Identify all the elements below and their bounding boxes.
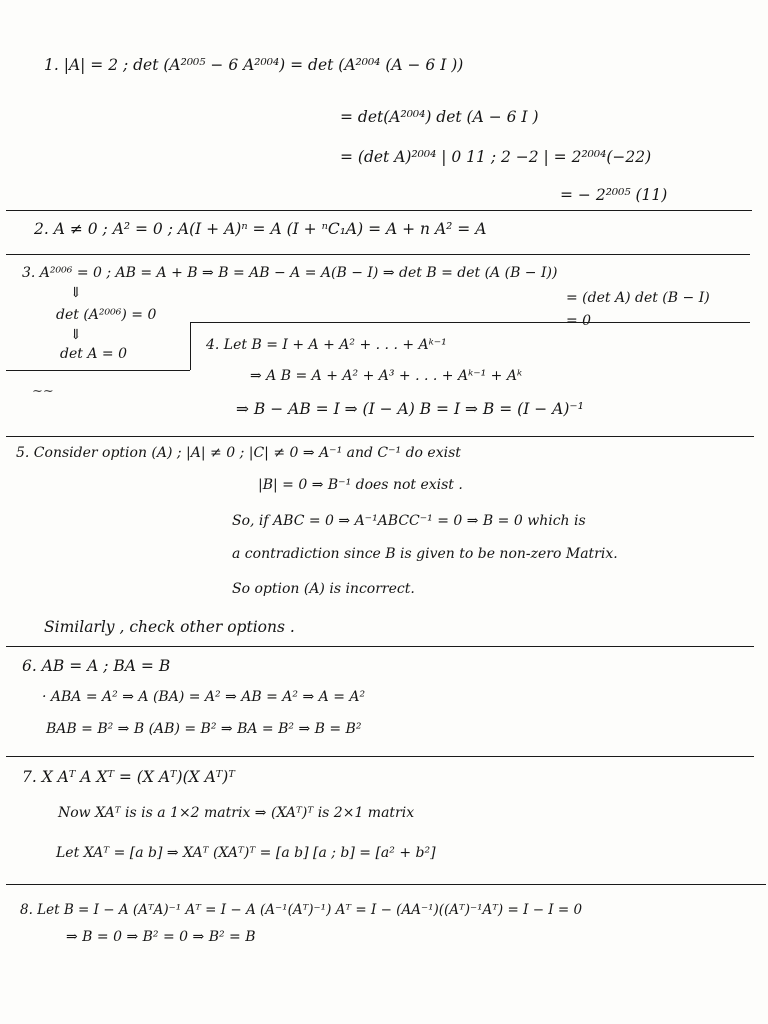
divider-3-4-bottom — [6, 370, 190, 371]
p5-line-6: Similarly , check other options . — [44, 618, 295, 636]
p5-line-2: |B| = 0 ⇒ B⁻¹ does not exist . — [258, 477, 463, 493]
p1-line-3: = (det A)²⁰⁰⁴ | 0 11 ; 2 −2 | = 2²⁰⁰⁴(−22) — [340, 148, 652, 166]
p3-arrow-2: ⇓ — [70, 327, 82, 343]
divider-1-2 — [6, 210, 752, 211]
p6-line-3: BAB = B² ⇒ B (AB) = B² ⇒ BA = B² ⇒ B = B² — [46, 721, 362, 737]
divider-3-4-vertical — [190, 322, 191, 370]
p5-line-4: a contradiction since B is given to be non-zero Matrix. — [232, 546, 618, 562]
p7-line-2: Now XAᵀ is is a 1×2 matrix ⇒ (XAᵀ)ᵀ is 2×1 matrix — [58, 805, 415, 821]
p8-line-1: 8. Let B = I − A (AᵀA)⁻¹ Aᵀ = I − A (A⁻¹(Aᵀ)⁻¹) Aᵀ = I − (AA⁻¹)((Aᵀ)⁻¹Aᵀ) = I − I = 0 — [20, 902, 583, 918]
p1-line-2: = det(A²⁰⁰⁴) det (A − 6 I ) — [340, 108, 539, 126]
p3-line-3: = 0 — [566, 313, 592, 329]
divider-2-3 — [6, 254, 750, 255]
scribble-mark: ~~ — [32, 384, 54, 399]
p4-line-1: 4. Let B = I + A + A² + . . . + Aᵏ⁻¹ — [206, 337, 447, 353]
p3-line-5: det (A²⁰⁰⁶) = 0 — [56, 307, 157, 323]
p1-line-4: = − 2²⁰⁰⁵ (11) — [560, 186, 668, 204]
p5-line-3: So, if ABC = 0 ⇒ A⁻¹ABCC⁻¹ = 0 ⇒ B = 0 which is — [232, 513, 586, 529]
divider-3-4-top — [190, 322, 750, 323]
p7-line-3: Let XAᵀ = [a b] ⇒ XAᵀ (XAᵀ)ᵀ = [a b] [a ; b] = [a² + b²] — [56, 845, 436, 861]
divider-5-6 — [6, 646, 754, 647]
p1-line-1: 1. |A| = 2 ; det (A²⁰⁰⁵ − 6 A²⁰⁰⁴) = det (A²⁰⁰⁴ (A − 6 I )) — [44, 56, 464, 74]
p3-arrow-1: ⇓ — [70, 285, 82, 301]
p7-line-1: 7. X Aᵀ A Xᵀ = (X Aᵀ)(X Aᵀ)ᵀ — [22, 768, 235, 786]
divider-4-5 — [6, 436, 754, 437]
p4-line-2: ⇒ A B = A + A² + A³ + . . . + Aᵏ⁻¹ + Aᵏ — [250, 368, 523, 384]
divider-7-8 — [6, 884, 766, 885]
p5-line-1: 5. Consider option (A) ; |A| ≠ 0 ; |C| ≠ 0 ⇒ A⁻¹ and C⁻¹ do exist — [16, 445, 461, 461]
p3-line-7: det A = 0 — [60, 346, 127, 362]
p4-line-3: ⇒ B − AB = I ⇒ (I − A) B = I ⇒ B = (I − A)⁻¹ — [236, 400, 584, 418]
p6-line-2: · ABA = A² ⇒ A (BA) = A² ⇒ AB = A² ⇒ A = A² — [42, 689, 366, 705]
divider-6-7 — [6, 756, 754, 757]
p5-line-5: So option (A) is incorrect. — [232, 581, 415, 597]
p6-line-1: 6. AB = A ; BA = B — [22, 657, 171, 675]
p8-line-2: ⇒ B = 0 ⇒ B² = 0 ⇒ B² = B — [66, 929, 256, 945]
p3-line-2: = (det A) det (B − I) — [566, 290, 710, 306]
p3-line-1: 3. A²⁰⁰⁶ = 0 ; AB = A + B ⇒ B = AB − A = A(B − I) ⇒ det B = det (A (B − I)) — [22, 265, 558, 281]
p2-line-1: 2. A ≠ 0 ; A² = 0 ; A(I + A)ⁿ = A (I + ⁿC₁A) = A + n A² = A — [34, 220, 487, 238]
